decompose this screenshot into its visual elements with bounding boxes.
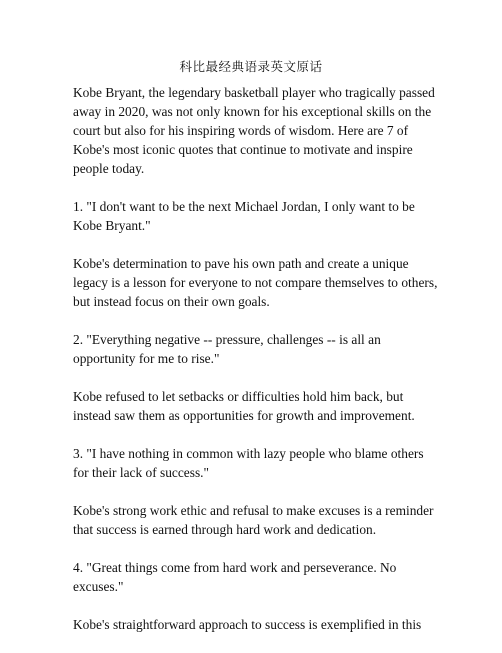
quote-4: 4. "Great things come from hard work and perseverance. No excuses." xyxy=(73,560,397,594)
quote-3: 3. "I have nothing in common with lazy people who blame others for their lack of success." xyxy=(73,446,424,480)
quote-1: 1. "I don't want to be the next Michael Jordan, I only want to be Kobe Bryant." xyxy=(73,199,415,233)
document-title: 科比最经典语录英文原话 xyxy=(179,59,323,74)
document-body xyxy=(73,83,439,653)
quote-3-explanation: Kobe's strong work ethic and refusal to make excuses is a reminder that success is earned through hard work and dedication. xyxy=(73,503,434,537)
intro-paragraph: Kobe Bryant, the legendary basketball player who tragically passed away in 2020, was not only known for his exceptional skills on the court but also for his inspiring words of wisdom. Here are 7 of Kobe's most iconic quotes that continue to motivate and inspire people today. xyxy=(73,85,435,176)
quote-2-explanation: Kobe refused to let setbacks or difficulties hold him back, but instead saw them as opportunities for growth and improvement. xyxy=(73,389,415,423)
quote-2: 2. "Everything negative -- pressure, challenges -- is all an opportunity for me to rise." xyxy=(73,332,381,366)
quote-1-explanation: Kobe's determination to pave his own path and create a unique legacy is a lesson for everyone to not compare themselves to others, but instead focus on their own goals. xyxy=(73,256,438,309)
quote-4-explanation: Kobe's straightforward approach to success is exemplified in this xyxy=(73,617,422,632)
